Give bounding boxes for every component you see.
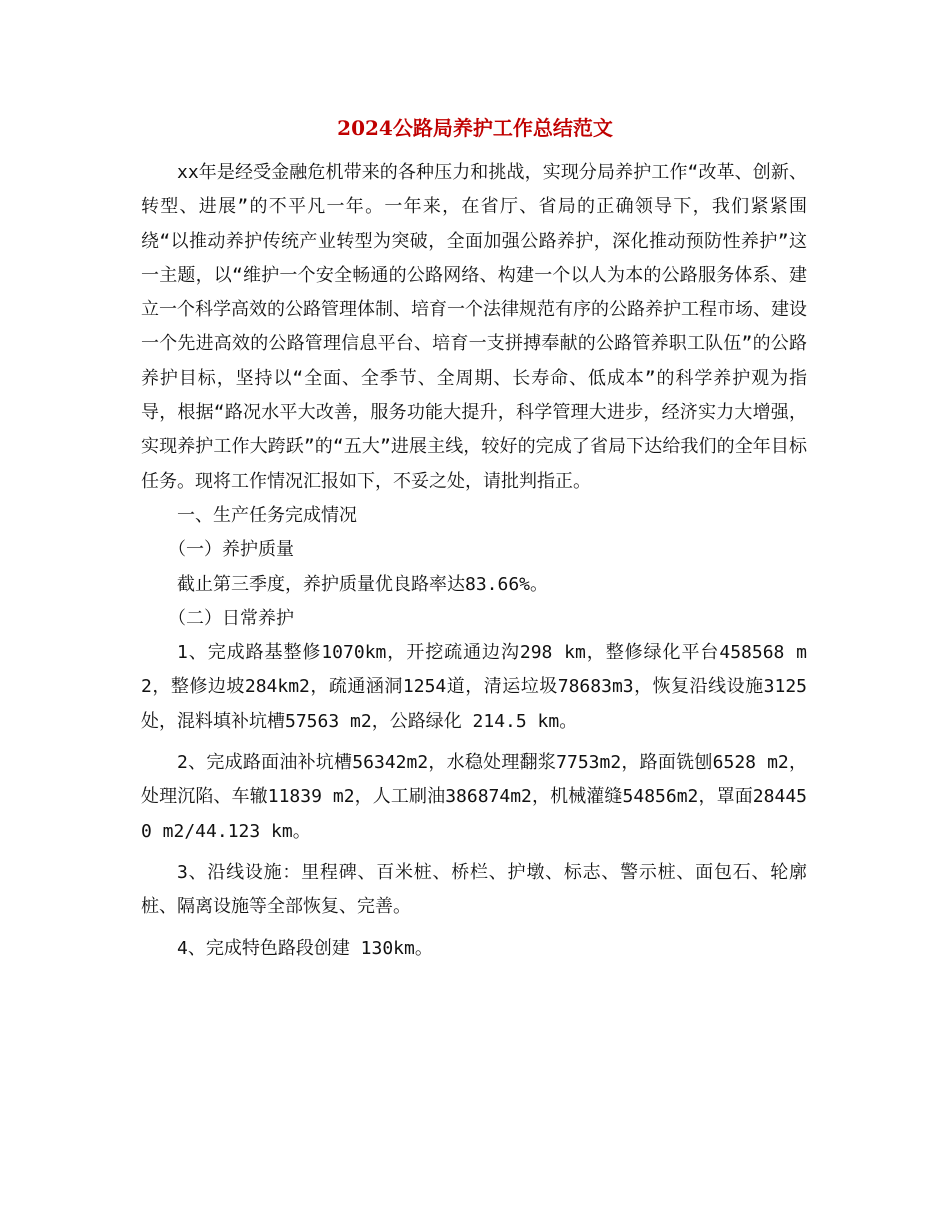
list-item: 3、沿线设施：里程碑、百米桩、桥栏、护墩、标志、警示桩、面包石、轮廓桩、隔离设施等全部恢复、完善。 [141, 861, 807, 918]
list-item: 1、完成路基整修1070km，开挖疏通边沟298 km，整修绿化平台458568 m2，整修边坡284km2，疏通涵洞1254道，清运垃圾78683m3，恢复沿线设施3125处，混料填补坑槽57563 m2，公路绿化 214.5 km。 [141, 642, 807, 732]
list-item: 4、完成特色路段创建 130km。 [177, 937, 433, 959]
document-title: 2024公路局养护工作总结范文 [337, 116, 613, 140]
intro-paragraph: xx年是经受金融危机带来的各种压力和挑战，实现分局养护工作“改革、创新、转型、进展”的不平凡一年。一年来，在省厅、省局的正确领导下，我们紧紧围绕“以推动养护传统产业转型为突破，全面加强公路养护，深化推动预防性养护”这一主题，以“维护一个安全畅通的公路网络、构建一个以人为本的公路服务体系、建立一个科学高效的公路管理体制、培育一个法律规范有序的公路养护工程市场、建设一个先进高效的公路管理信息平台、培育一支拼搏奉献的公路管养职工队伍”的公路养护目标，坚持以“全面、全季节、全周期、长寿命、低成本”的科学养护观为指导，根据“路况水平大改善，服务功能大提升，科学管理大进步，经济实力大增强，实现养护工作大跨跃”的“五大”进展主线，较好的完成了省局下达给我们的全年目标任务。现将工作情况汇报如下，不妥之处，请批判指正。 [141, 162, 807, 492]
quality-paragraph: 截止第三季度，养护质量优良路率达83.66%。 [177, 573, 549, 595]
list-item: 2、完成路面油补坑槽56342m2，水稳处理翻浆7753m2，路面铣刨6528 m2，处理沉陷、车辙11839 m2，人工刷油386874m2，机械灌缝54856m2，罩面284450 m2/44.123 km。 [141, 752, 807, 842]
subsection-heading-routine: （二）日常养护 [168, 607, 294, 629]
document-body [141, 156, 807, 966]
section-heading-production: 一、生产任务完成情况 [177, 504, 357, 526]
subsection-heading-quality: （一）养护质量 [168, 539, 294, 561]
